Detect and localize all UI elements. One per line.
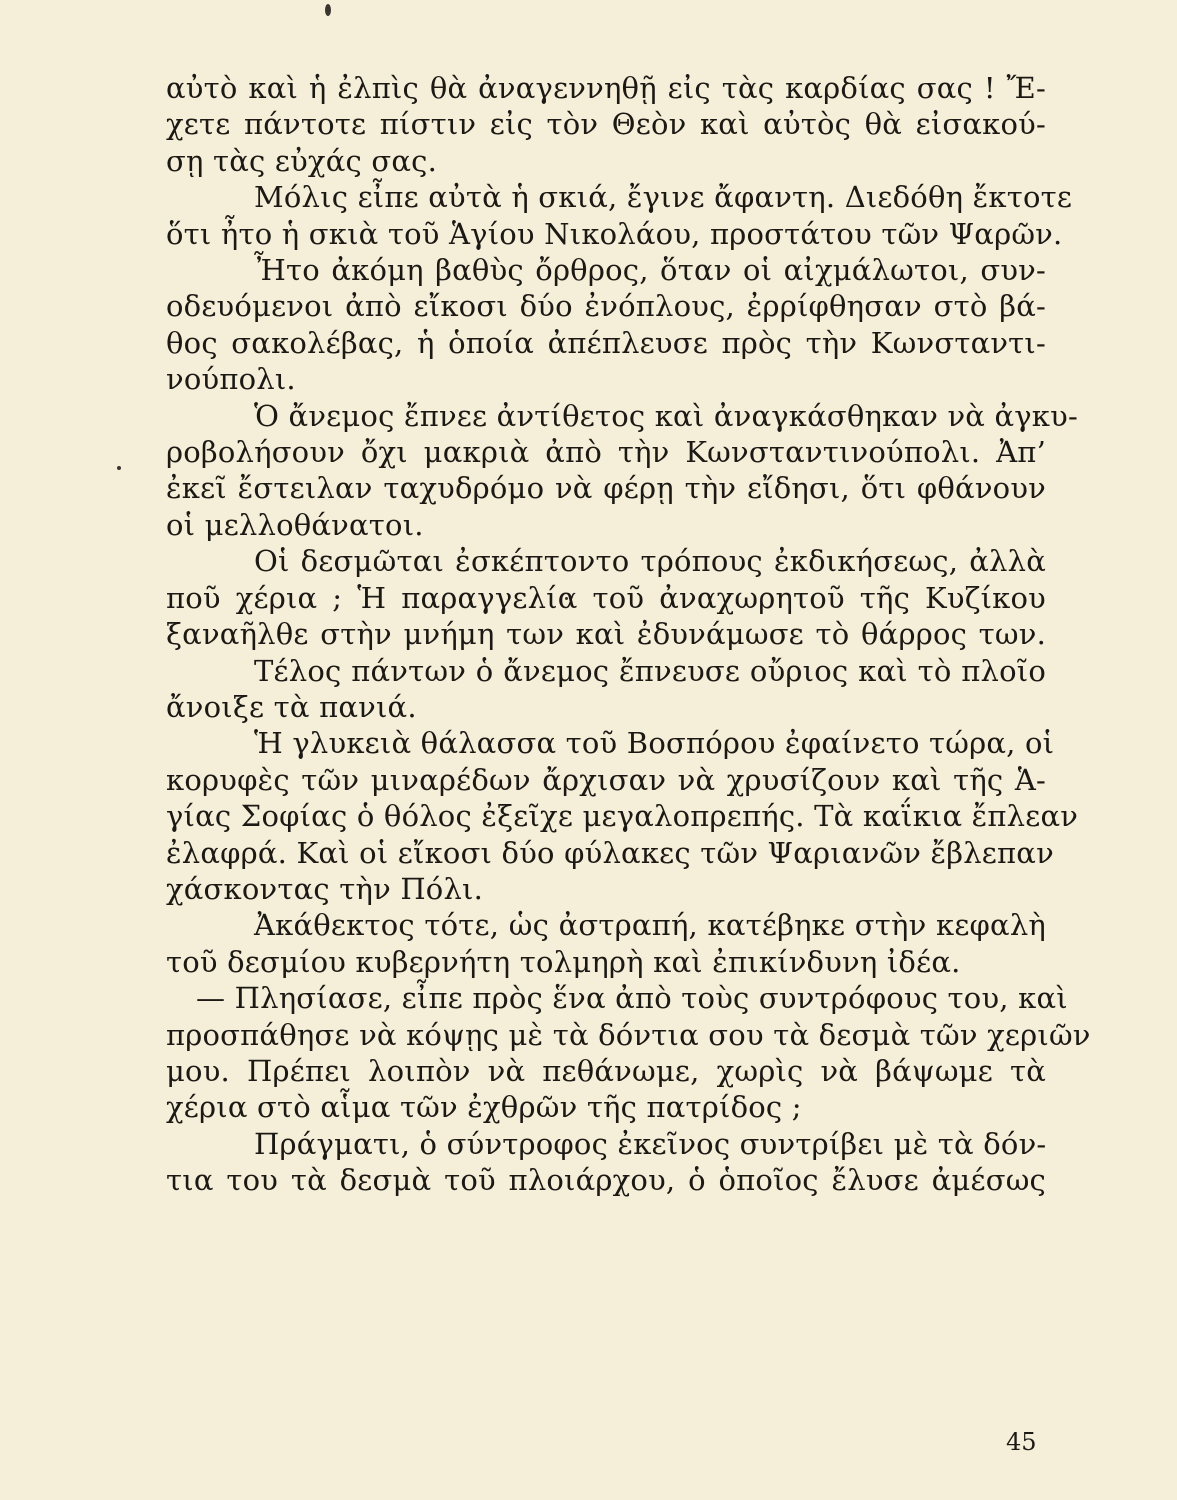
- margin-mark: [117, 466, 121, 470]
- text-line: ροβολήσουν ὄχι μακριὰ ἀπὸ τὴν Κωνσταντινούπολι. Ἀπ’: [166, 435, 1046, 470]
- text-line: κορυφὲς τῶν μιναρέδων ἄρχισαν νὰ χρυσίζουν καὶ τῆς Ἁ-: [166, 762, 1046, 797]
- paragraph-start: Ὁ ἄνεμος ἔπνεε ἀντίθετος καὶ ἀναγκάσθηκαν νὰ ἀγκυ-: [254, 398, 1078, 433]
- paragraph-start: Μόλις εἶπε αὐτὰ ἡ σκιά, ἔγινε ἄφαντη. Διεδόθη ἔκτοτε: [254, 180, 1073, 215]
- text-line: σῃ τὰς εὐχάς σας.: [166, 143, 437, 178]
- text-line: χετε πάντοτε πίστιν εἰς τὸν Θεὸν καὶ αὐτὸς θὰ εἰσακού-: [166, 107, 1046, 142]
- text-line: ἐλαφρά. Καὶ οἱ εἴκοσι δύο φύλακες τῶν Ψαριανῶν ἔβλεπαν: [166, 835, 1054, 870]
- print-speck: [325, 4, 331, 16]
- text-line: χέρια στὸ αἷμα τῶν ἐχθρῶν τῆς πατρίδος ;: [166, 1090, 802, 1125]
- text-line: χάσκοντας τὴν Πόλι.: [166, 871, 484, 906]
- text-line: μου. Πρέπει λοιπὸν νὰ πεθάνωμε, χωρὶς νὰ βάψωμε τὰ: [166, 1053, 1046, 1088]
- text-line: οδευόμενοι ἀπὸ εἴκοσι δύο ἐνόπλους, ἐρρίφθησαν στὸ βά-: [166, 289, 1046, 324]
- paragraph-start: Οἱ δεσμῶται ἐσκέπτοντο τρόπους ἐκδικήσεως, ἀλλὰ: [254, 544, 1046, 579]
- paragraph-start: Πράγματι, ὁ σύντροφος ἐκεῖνος συντρίβει μὲ τὰ δόν-: [254, 1126, 1047, 1161]
- text-line: ὅτι ἦτο ἡ σκιὰ τοῦ Ἁγίου Νικολάου, προστάτου τῶν Ψαρῶν.: [166, 216, 1063, 251]
- text-line: τοῦ δεσμίου κυβερνήτη τολμηρὴ καὶ ἐπικίνδυνη ἰδέα.: [166, 944, 961, 979]
- paragraph-start: Ἀκάθεκτος τότε, ὡς ἀστραπή, κατέβηκε στὴν κεφαλὴ: [254, 908, 1046, 943]
- body-text: [166, 70, 1091, 1199]
- dialogue-line: — Πλησίασε, εἶπε πρὸς ἕνα ἀπὸ τοὺς συντρόφους του, καὶ: [196, 981, 1068, 1016]
- paragraph-start: Τέλος πάντων ὁ ἄνεμος ἔπνευσε οὔριος καὶ τὸ πλοῖο: [254, 653, 1046, 688]
- text-line: γίας Σοφίας ὁ θόλος ἐξεῖχε μεγαλοπρεπής. Τὰ καΐκια ἔπλεαν: [166, 799, 1079, 834]
- text-line: ποῦ χέρια ; Ἡ παραγγελία τοῦ ἀναχωρητοῦ τῆς Κυζίκου: [166, 580, 1046, 615]
- paragraph-start: Ἡ γλυκειὰ θάλασσα τοῦ Βοσπόρου ἐφαίνετο τώρα, οἱ: [254, 726, 1055, 761]
- text-line: προσπάθησε νὰ κόψῃς μὲ τὰ δόντια σου τὰ δεσμὰ τῶν χεριῶν: [166, 1017, 1091, 1052]
- text-line: αὐτὸ καὶ ἡ ἐλπὶς θὰ ἀναγεννηθῇ εἰς τὰς καρδίας σας ! Ἔ-: [166, 71, 1046, 105]
- text-line: οἱ μελλοθάνατοι.: [166, 507, 424, 542]
- text-line: τια του τὰ δεσμὰ τοῦ πλοιάρχου, ὁ ὁποῖος ἔλυσε ἀμέσως: [166, 1163, 1046, 1198]
- paragraph-start: Ἦτο ἀκόμη βαθὺς ὄρθρος, ὅταν οἱ αἰχμάλωτοι, συν-: [254, 253, 1046, 288]
- text-line: νούπολι.: [166, 362, 296, 397]
- text-line: ἄνοιξε τὰ πανιά.: [166, 689, 417, 724]
- text-line: ξαναῆλθε στὴν μνήμη των καὶ ἐδυνάμωσε τὸ θάρρος των.: [166, 617, 1046, 652]
- text-line: ἐκεῖ ἔστειλαν ταχυδρόμο νὰ φέρῃ τὴν εἴδησι, ὅτι φθάνουν: [166, 471, 1046, 506]
- page-number: 45: [1006, 1428, 1037, 1456]
- text-line: θος σακολέβας, ἡ ὁποία ἀπέπλευσε πρὸς τὴν Κωνσταντι-: [166, 325, 1046, 360]
